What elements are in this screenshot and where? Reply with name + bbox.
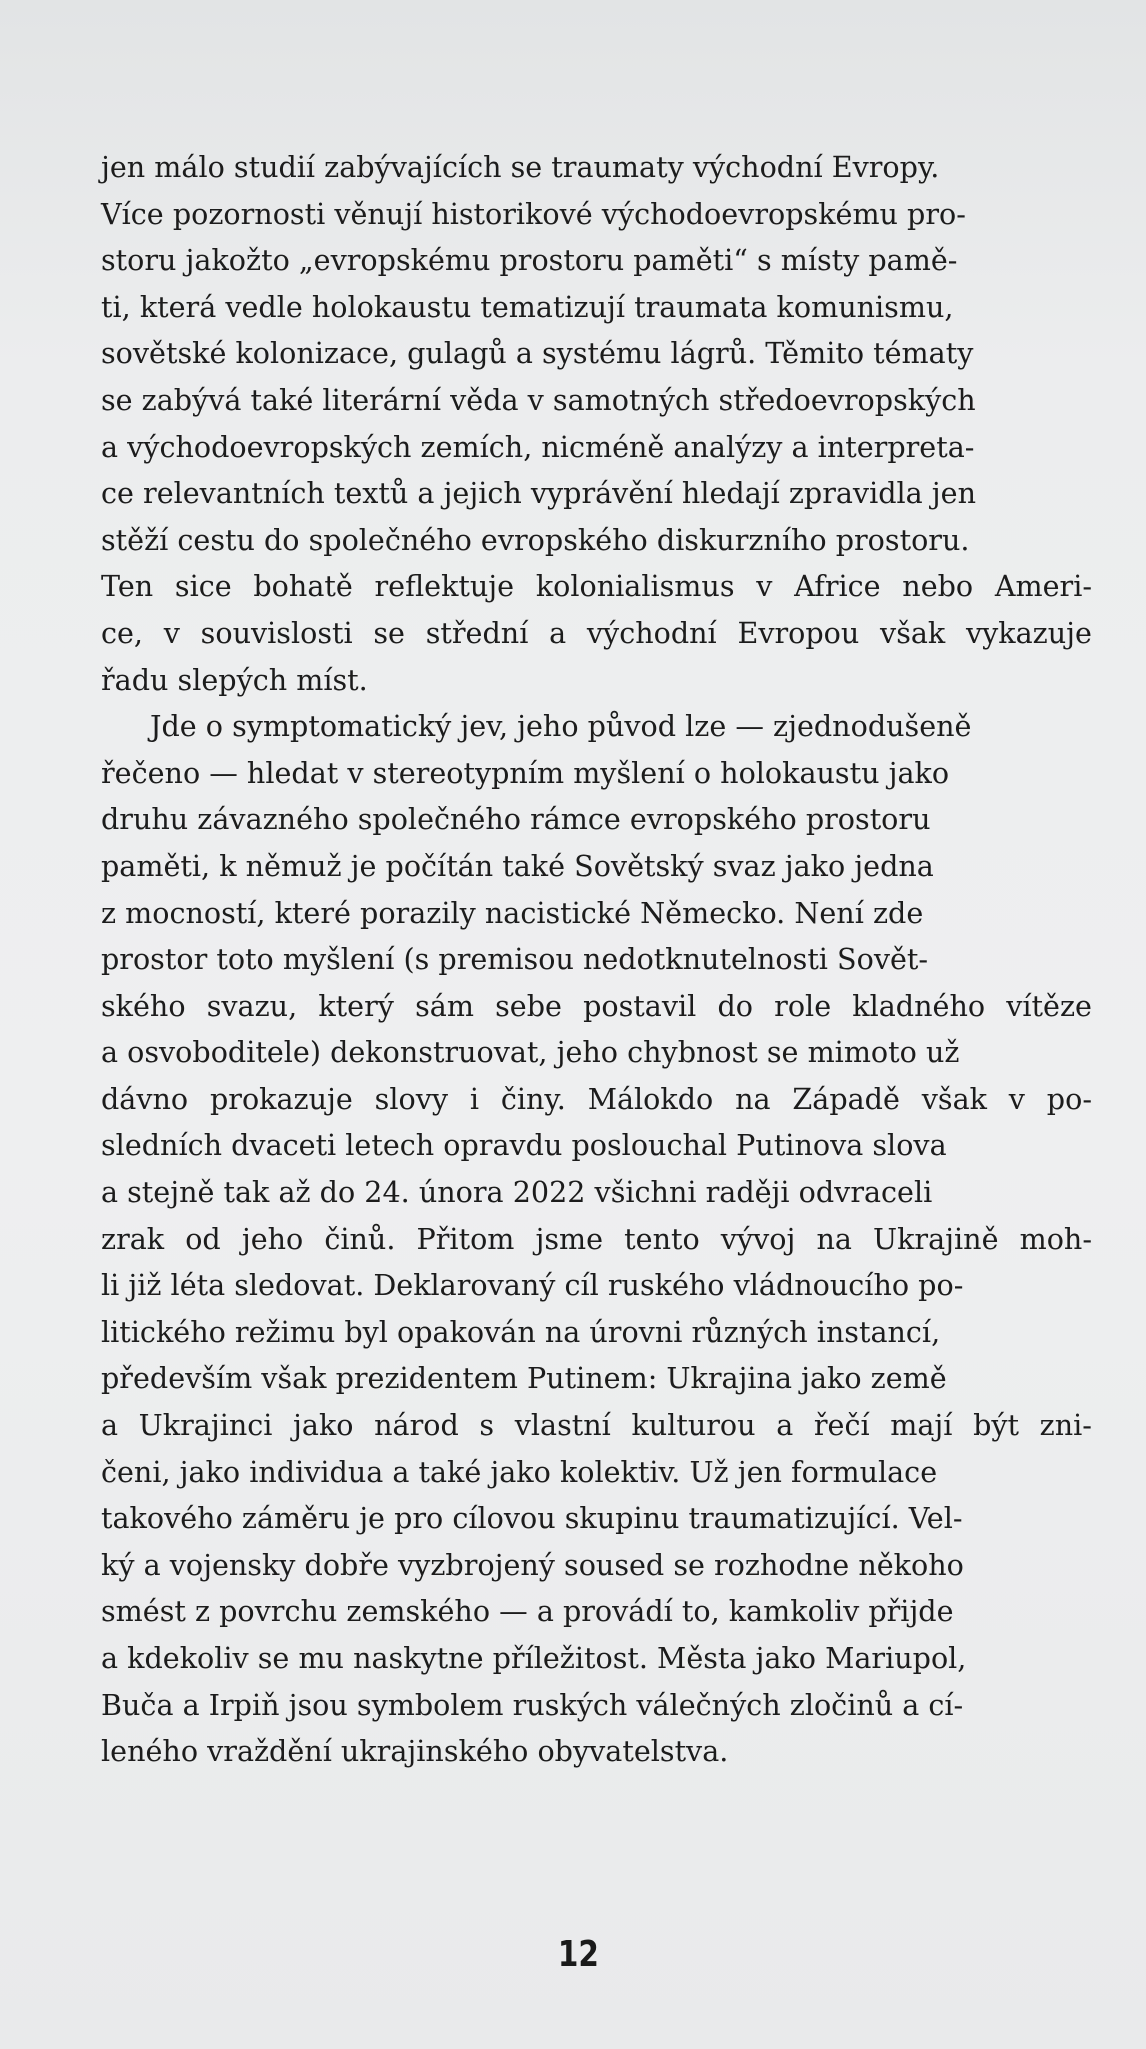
text-line: leného vraždění ukrajinského obyvatelstva. [101, 1734, 729, 1769]
text-line: a stejně tak až do 24. února 2022 všichni raději odvraceli [101, 1175, 933, 1210]
text-line: storu jakožto „evropskému prostoru paměti“ s místy pamě- [101, 243, 958, 278]
text-line: ce relevantních textů a jejich vyprávění hledají zpravidla jen [101, 476, 977, 511]
text-line: litického režimu byl opakován na úrovni různých instancí, [101, 1314, 941, 1349]
text-line: sledních dvaceti letech opravdu poslouchal Putinova slova [101, 1128, 947, 1163]
text-line: li již léta sledovat. Deklarovaný cíl ruského vládnoucího po- [101, 1268, 964, 1303]
text-line: ký a vojensky dobře vyzbrojený soused se rozhodne někoho [101, 1547, 964, 1582]
text-line: ce, v souvislosti se střední a východní Evropou však vykazuje [101, 615, 1092, 650]
text-line: a východoevropských zemích, nicméně analýzy a interpreta- [101, 429, 975, 464]
text-line: a Ukrajinci jako národ s vlastní kulturou a řečí mají být zni- [101, 1408, 1092, 1443]
text-line: jen málo studií zabývajících se traumaty východní Evropy. [101, 150, 940, 184]
text-line: Buča a Irpiň jsou symbolem ruských válečných zločinů a cí- [101, 1687, 964, 1722]
text-line: druhu závazného společného rámce evropského prostoru [101, 802, 931, 837]
text-line: čeni, jako individua a také jako kolektiv. Už jen formulace [101, 1454, 938, 1489]
text-line: a osvoboditele) dekonstruovat, jeho chybnost se mimoto už [101, 1035, 960, 1070]
text-line: takového záměru je pro cílovou skupinu traumatizující. Vel- [101, 1501, 963, 1536]
text-line: se zabývá také literární věda v samotných středoevropských [101, 382, 976, 417]
text-line: řadu slepých míst. [101, 662, 368, 697]
text-line: sovětské kolonizace, gulagů a systému lágrů. Těmito tématy [101, 336, 974, 371]
text-line: Jde o symptomatický jev, jeho původ lze — zjednodušeně [150, 709, 972, 744]
text-line: ského svazu, který sám sebe postavil do role kladného vítěze [101, 988, 1092, 1023]
text-line: z mocností, které porazily nacistické Německo. Není zde [101, 895, 924, 930]
paragraph [101, 144, 1092, 703]
text-line: smést z povrchu zemského — a provádí to, kamkoliv přijde [101, 1594, 954, 1629]
text-line: paměti, k němuž je počítán také Sovětský svaz jako jedna [101, 848, 934, 883]
text-line: dávno prokazuje slovy i činy. Málokdo na Západě však v po- [101, 1081, 1092, 1116]
text-line: stěží cestu do společného evropského diskurzního prostoru. [101, 522, 970, 557]
text-line: ti, která vedle holokaustu tematizují traumata komunismu, [101, 289, 954, 324]
text-line: zrak od jeho činů. Přitom jsme tento vývoj na Ukrajině moh- [101, 1221, 1092, 1256]
text-line: a kdekoliv se mu naskytne příležitost. Města jako Mariupol, [101, 1641, 967, 1675]
text-line: prostor toto myšlení (s premisou nedotknutelnosti Sovět- [101, 942, 929, 977]
text-line: Ten sice bohatě reflektuje kolonialismus v Africe nebo Ameri- [101, 569, 1093, 604]
page-number: 12 [557, 1934, 599, 1975]
text-line: Více pozornosti věnují historikové východoevropskému pro- [101, 196, 966, 231]
text-line: řečeno — hledat v stereotypním myšlení o holokaustu jako [101, 755, 950, 790]
text-line: především však prezidentem Putinem: Ukrajina jako země [101, 1361, 947, 1396]
body-text [101, 144, 1092, 1775]
paragraph [101, 703, 1092, 1775]
